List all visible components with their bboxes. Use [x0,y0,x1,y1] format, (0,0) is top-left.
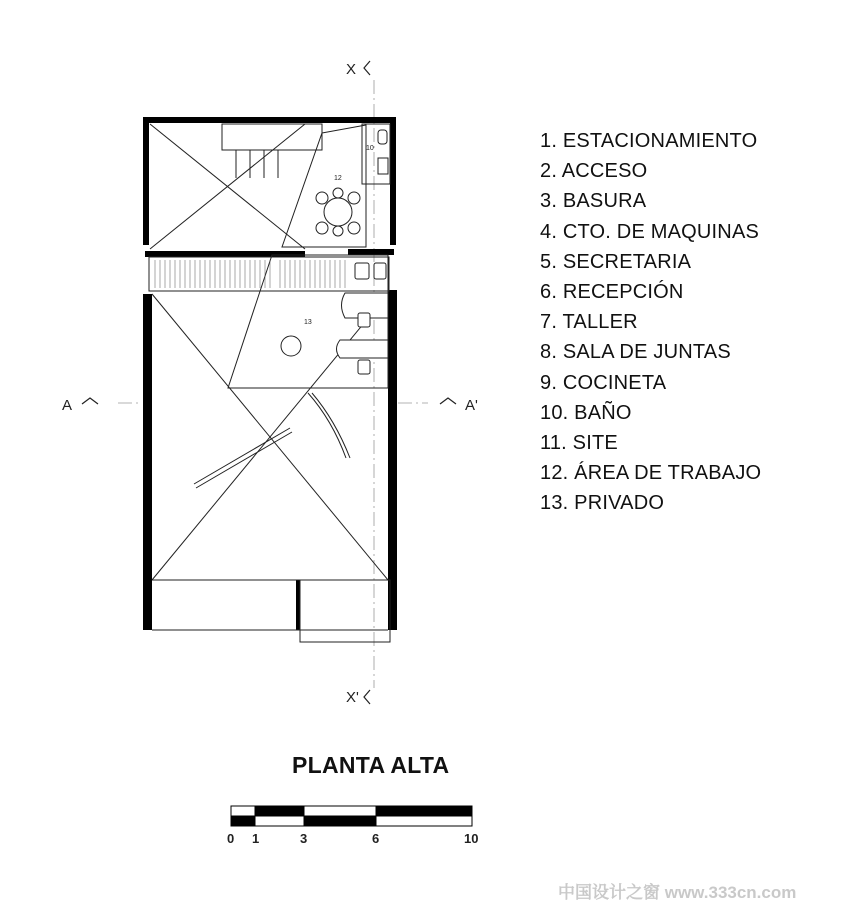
room-label-13: 13 [304,319,312,326]
scale-tick-3: 3 [300,831,308,846]
scale-tick-1: 1 [252,831,260,846]
plan-title: PLANTA ALTA [292,752,450,778]
svg-text:X': X' [346,689,359,706]
room-label-10: 10 [366,145,374,152]
chair [374,263,386,279]
section-marker-a-right [440,397,478,414]
legend-item: 5. SECRETARIA [540,250,692,273]
chair [316,192,328,204]
legend-item: 1. ESTACIONAMIENTO [540,130,758,152]
chair [348,192,360,204]
room-label-12: 12 [334,175,342,182]
scale-bar [231,806,472,826]
corridor-hatch [155,260,345,288]
section-marker-a-left [62,397,98,414]
legend-item: 10. BAÑO [540,401,632,424]
legend-item: 4. CTO. DE MAQUINAS [540,220,760,243]
legend-item: 9. COCINETA [540,371,667,394]
section-marker-x-top [346,61,370,78]
sink [378,158,388,174]
chair [333,226,343,236]
legend-item: 12. ÁREA DE TRABAJO [540,462,762,485]
chair [333,188,343,198]
legend-item: 8. SALA DE JUNTAS [540,341,731,364]
toilet [378,130,387,144]
private-desk [337,340,389,358]
legend-item: 11. SITE [540,432,618,455]
chair [358,313,370,327]
chair [355,263,369,279]
round-table [281,336,301,356]
chair [358,360,370,374]
chair [348,222,360,234]
svg-text:A': A' [465,397,478,414]
svg-text:A: A [62,397,73,414]
legend-item: 13. PRIVADO [540,492,665,515]
section-marker-x-bottom [346,689,370,706]
scale-tick-10: 10 [464,831,479,846]
chair [316,222,328,234]
svg-text:X: X [346,61,357,78]
scale-tick-6: 6 [372,831,380,846]
meeting-table [324,198,352,226]
legend-item: 3. BASURA [540,190,647,213]
scale-ticks [227,831,478,846]
legend-item: 2. ACCESO [540,160,648,183]
legend-item: 6. RECEPCIÓN [540,281,684,304]
watermark: 中国设计之窗 www.333cn.com [558,883,797,902]
room-legend [540,126,761,519]
legend-item: 7. TALLER [540,311,638,334]
scale-tick-0: 0 [227,831,235,846]
